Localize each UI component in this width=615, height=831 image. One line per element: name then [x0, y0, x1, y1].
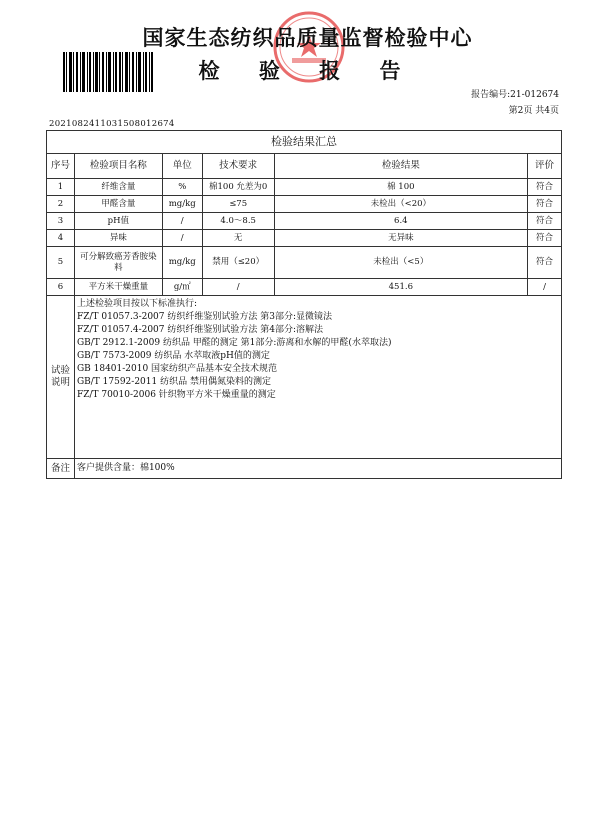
row-no: 1: [47, 179, 75, 196]
table-header-row: [47, 154, 562, 179]
row-no: 6: [47, 279, 75, 296]
row-result: 451.6: [274, 279, 527, 296]
row-unit: mg/kg: [162, 247, 202, 279]
notes-content: [74, 296, 561, 459]
row-evaluation: /: [528, 279, 562, 296]
serial-number: 2021082411031508012674: [49, 119, 175, 129]
remark-label: 备注: [47, 459, 75, 479]
row-item: 可分解致癌芳香胺染料: [74, 247, 162, 279]
row-result: 6.4: [274, 213, 527, 230]
col-header-evaluation: 评价: [528, 154, 562, 179]
report-number: 报告编号:21-012674: [471, 90, 559, 100]
col-header-item: 检验项目名称: [74, 154, 162, 179]
row-unit: /: [162, 213, 202, 230]
row-result: 未检出（<20）: [274, 196, 527, 213]
row-evaluation: 符合: [528, 213, 562, 230]
barcode-icon: [63, 52, 153, 92]
page-info: 第2页 共4页: [508, 106, 559, 116]
note-line: 上述检验项目按以下标准执行:: [76, 299, 197, 309]
table-row: [47, 196, 562, 213]
results-summary-table: [46, 130, 562, 479]
row-requirement: 禁用（≤20）: [202, 247, 274, 279]
summary-title: 检验结果汇总: [47, 131, 562, 154]
report-title: 检 验 报 告: [198, 59, 417, 83]
note-line: FZ/T 01057.4-2007 纺织纤维鉴别试验方法 第4部分:溶解法: [76, 325, 323, 335]
row-item: 平方米干燥重量: [74, 279, 162, 296]
col-header-no: 序号: [47, 154, 75, 179]
notes-row: [47, 296, 562, 459]
row-unit: g/㎡: [162, 279, 202, 296]
row-requirement: 无: [202, 230, 274, 247]
table-row: [47, 247, 562, 279]
col-header-unit: 单位: [162, 154, 202, 179]
row-evaluation: 符合: [528, 230, 562, 247]
row-item: 纤维含量: [74, 179, 162, 196]
row-unit: %: [162, 179, 202, 196]
row-unit: mg/kg: [162, 196, 202, 213]
row-no: 3: [47, 213, 75, 230]
note-line: FZ/T 70010-2006 针织物平方米干燥重量的测定: [76, 390, 276, 400]
table-row: [47, 230, 562, 247]
table-row: [47, 179, 562, 196]
table-row: [47, 279, 562, 296]
row-evaluation: 符合: [528, 179, 562, 196]
row-result: 棉 100: [274, 179, 527, 196]
row-requirement: 棉100 允差为0: [202, 179, 274, 196]
note-line: GB/T 17592-2011 纺织品 禁用偶氮染料的测定: [76, 377, 271, 387]
table-row: [47, 213, 562, 230]
note-line: GB/T 2912.1-2009 纺织品 甲醛的测定 第1部分:游离和水解的甲醛(水萃取法): [76, 338, 392, 348]
remark-row: [47, 459, 562, 479]
row-requirement: /: [202, 279, 274, 296]
row-no: 5: [47, 247, 75, 279]
note-line: FZ/T 01057.3-2007 纺织纤维鉴别试验方法 第3部分:显微镜法: [76, 312, 332, 322]
col-header-requirement: 技术要求: [202, 154, 274, 179]
row-evaluation: 符合: [528, 247, 562, 279]
note-line: GB/T 7573-2009 纺织品 水萃取液pH值的测定: [76, 351, 270, 361]
remark-content: 客户提供含量：棉100%: [74, 459, 561, 479]
row-requirement: 4.0～8.5: [202, 213, 274, 230]
row-no: 4: [47, 230, 75, 247]
row-item: pH值: [74, 213, 162, 230]
row-item: 异味: [74, 230, 162, 247]
row-unit: /: [162, 230, 202, 247]
org-title: 国家生态纺织品质量监督检验中心: [142, 26, 473, 50]
col-header-result: 检验结果: [274, 154, 527, 179]
note-line: GB 18401-2010 国家纺织产品基本安全技术规范: [76, 364, 278, 374]
row-result: 未检出（<5）: [274, 247, 527, 279]
row-result: 无异味: [274, 230, 527, 247]
notes-label: 试验说明: [47, 296, 75, 459]
row-evaluation: 符合: [528, 196, 562, 213]
row-requirement: ≤75: [202, 196, 274, 213]
row-item: 甲醛含量: [74, 196, 162, 213]
row-no: 2: [47, 196, 75, 213]
